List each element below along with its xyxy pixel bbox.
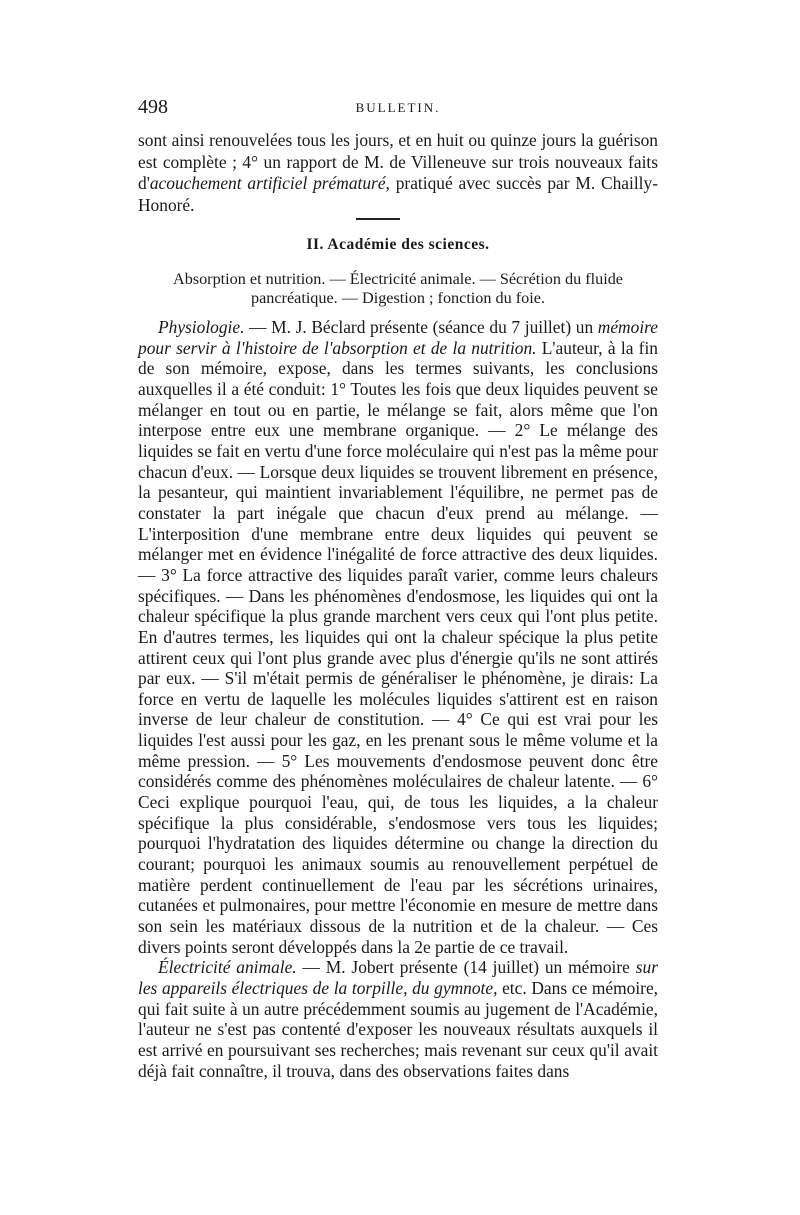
page-number: 498 [138, 96, 168, 118]
paragraph-lead: — M. Jobert présente (14 juillet) un mémoire [296, 957, 636, 978]
intro-paragraph [138, 130, 658, 216]
paragraph-physiologie [138, 317, 658, 957]
section-summary: Absorption et nutrition. — Électricité animale. — Sécrétion du fluide pancréatique. — Digestion ; fonction du foie. [173, 270, 623, 307]
paragraph-electricite [138, 957, 658, 1081]
page-header [138, 96, 658, 120]
paragraph-label: Électricité animale. [158, 957, 297, 978]
section-title: II. Académie des sciences. [306, 236, 490, 253]
paragraph-label: Physiologie. [158, 317, 245, 337]
paragraph-lead: — M. J. Béclard présente (séance du 7 juillet) un [244, 317, 598, 337]
running-title: BULLETIN. [355, 100, 441, 115]
intro-end: pratiqué avec succès par M. Chailly-Honoré. [138, 173, 658, 215]
intro-emphasis: acouchement artificiel prématuré, [149, 173, 390, 194]
memoir-title: sur les appareils électriques de la torpille, du gymnote, [138, 957, 658, 998]
intro-text: sont ainsi renouvelées tous les jours, et en huit ou quinze jours la guérison est complète ; 4° un rapport de M. de Villeneuve sur trois nouveaux faits d' [138, 130, 658, 194]
memoir-title: mémoire pour servir à l'histoire de l'absorption et de la nutrition. [138, 317, 658, 358]
section-divider [356, 218, 400, 220]
paragraph-text: L'auteur, à la fin de son mémoire, expose, dans les termes suivants, les conclusions auxquelles il a été conduit: 1° Toutes les fois que deux liquides peuvent se mélanger en tout ou en partie, le mélange se fait, alors même que l'on interpose entre eux une membrane organique. — 2° Le mélange des liquides se fait en vertu d'une force moléculaire qui n'est pas la même pour chacun d'eux. — Lorsque deux liquides se trouvent librement en présence, la pesanteur, qui maintient invariablement l'équilibre, ne permet pas de constater la part inégale que chacun d'eux prend au mélange. — L'interposition d'une membrane entre deux liquides qui peuvent se mélanger met en évidence l'inégalité de force attractive des deux liquides. — 3° La force attractive des liquides paraît varier, comme leurs chaleurs spécifiques. — Dans les phénomènes d'endosmose, les liquides qui ont la chaleur spécifique la plus grande marchent vers ceux qui l'ont plus petite. En d'autres termes, les liquides qui ont la chaleur spécique la plus petite attirent ceux qui l'ont plus grande avec plus d'énergie qu'ils ne sont attirés par eux. — S'il m'était permis de généraliser le phénomène, je dirais: La force en vertu de laquelle les molécules liquides s'attirent est en raison inverse de leur chaleur de constitution. — 4° Ce qui est vrai pour les liquides l'est aussi pour les gaz, en les prenant sous le même volume et la même pression. — 5° Les mouvements d'endosmose peuvent donc être considérés comme des phénomènes moléculaires de chaleur latente. — 6° Ceci explique pourquoi l'eau, qui, de tous les liquides, a la chaleur spécifique la plus considérable, s'endosmose vers tous les liquides; pourquoi l'hydratation des liquides détermine ou change la direction du courant; pourquoi les animaux soumis au renouvellement perpétuel de matière perdent continuellement de l'eau par les sécrétions urinaires, cutanées et pulmonaires, pour mettre l'économie en mesure de mettre dans son sein les matériaux dissous de la nutrition et de la chaleur. — Ces divers points seront développés dans la 2e partie de ce travail. [138, 337, 658, 957]
article-body [138, 317, 658, 1081]
paragraph-text: etc. Dans ce mémoire, qui fait suite à un autre précédemment soumis au jugement de l'Académie, l'auteur ne s'est pas contenté d'exposer les nouveaux résultats auxquels il est arrivé en poursuivant ses recherches; mais revenant sur ceux qu'il avait déjà fait connaître, il trouva, dans des observations faites dans [138, 978, 659, 1081]
